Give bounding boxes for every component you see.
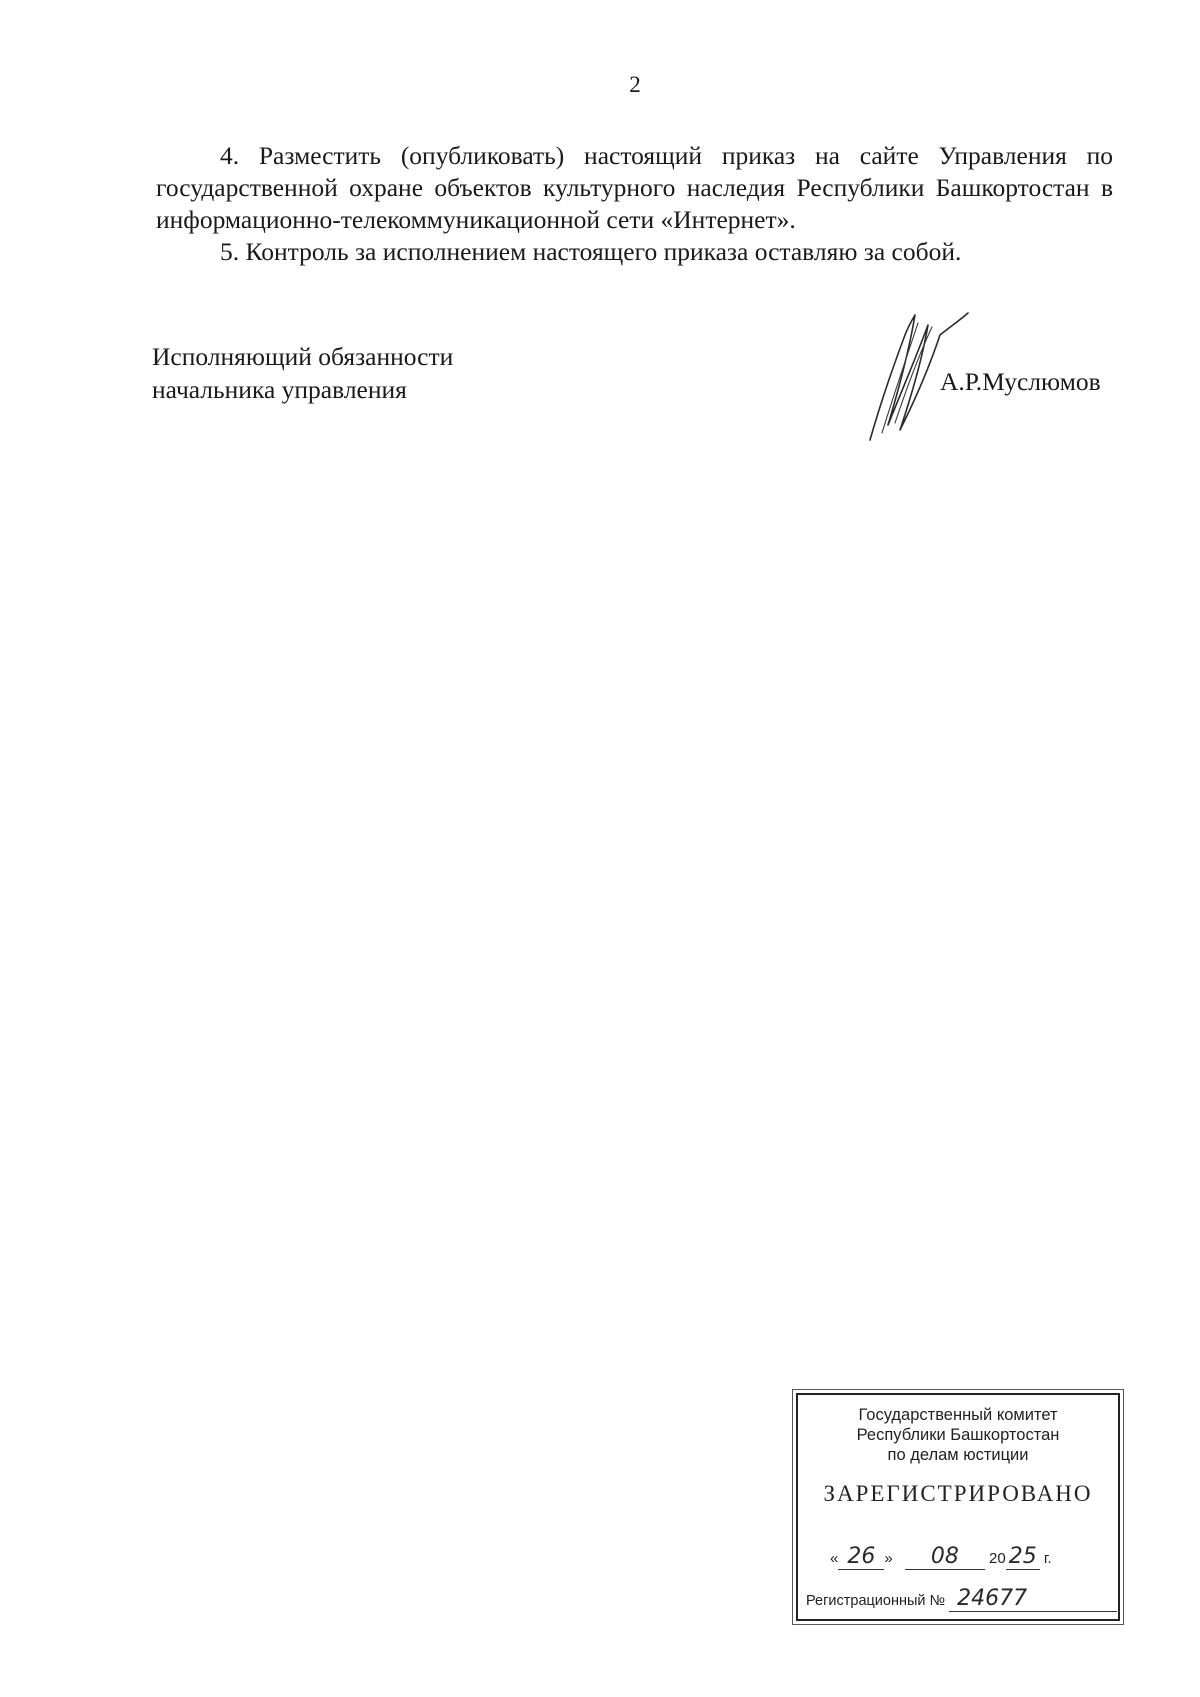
- date-year-prefix: 20: [989, 1550, 1006, 1567]
- signatory-position-line-2: начальника управления: [152, 375, 407, 404]
- registration-number-value: 24677: [949, 1587, 1117, 1612]
- date-month: 08: [905, 1545, 985, 1570]
- stamp-organization: [798, 1405, 1118, 1465]
- signatory-position-line-1: Исполняющий обязанности: [152, 342, 454, 371]
- stamp-org-line-3: по делам юстиции: [887, 1446, 1029, 1464]
- signatory-position: [152, 340, 453, 406]
- date-open-quote: «: [830, 1550, 839, 1567]
- date-year: 25: [1006, 1545, 1040, 1570]
- stamp-org-line-1: Государственный комитет: [858, 1406, 1058, 1424]
- date-suffix: г.: [1043, 1550, 1052, 1567]
- signatory-name: А.Р.Муслюмов: [940, 367, 1101, 396]
- stamp-registration-number: [806, 1587, 1110, 1612]
- stamp-registration-date: [830, 1545, 1052, 1570]
- registration-number-label: Регистрационный №: [806, 1593, 946, 1609]
- page-number: 2: [629, 72, 641, 97]
- stamp-registered-title: ЗАРЕГИСТРИРОВАНО: [823, 1481, 1093, 1506]
- date-day: 26: [838, 1545, 884, 1570]
- paragraph-item-5: 5. Контроль за исполнением настоящего приказа оставляю за собой.: [220, 237, 962, 266]
- registration-stamp: [796, 1393, 1120, 1621]
- stamp-org-line-2: Республики Башкортостан: [856, 1426, 1060, 1444]
- order-body: [156, 140, 1113, 268]
- paragraph-item-4: 4. Разместить (опубликовать) настоящий приказ на сайте Управления по государственной охране объектов культурного наследия Республики Башкортостан в информационно-телекоммуникационной сети «Интернет».: [156, 141, 1113, 234]
- date-close-quote: »: [884, 1550, 893, 1567]
